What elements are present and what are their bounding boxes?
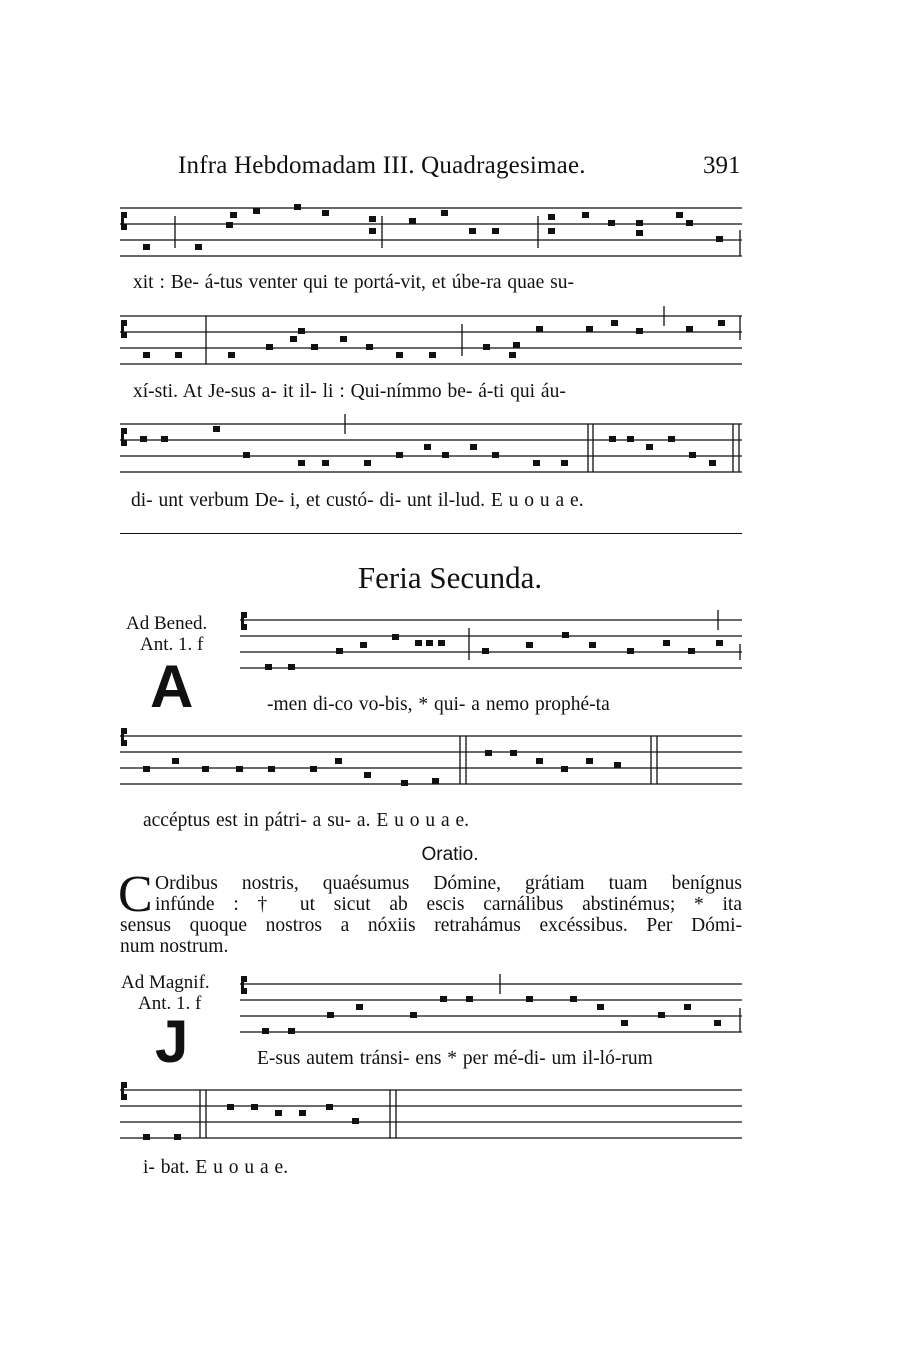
benedictus-label: Ad Bened. [126,613,208,634]
benedictus-initial: A [150,653,194,720]
magnificat-label: Ad Magnif. [121,972,210,993]
staff-6 [240,974,742,1032]
prayer-line: infúnde : † ut sicut ab escis carnálibus abstinémus; * ita [155,894,742,915]
oratio-heading: Oratio. [421,844,479,865]
staff-3 [120,414,742,472]
magnificat-initial: J [155,1008,189,1075]
benedictus-lyric-line-2: accéptus est in pátri- a su- a. E u o u a e. [143,810,470,831]
benedictus-mode: Ant. 1. f [140,634,204,655]
section-title: Feria Secunda. [357,560,543,595]
running-header: Infra Hebdomadam III. Quadragesimae. [178,152,586,179]
staff-5 [120,736,742,784]
chant-lyric-line-3: di- unt verbum De- i, et custó- di- unt il-lud. E u o u a e. [131,490,584,511]
staff-4 [240,610,742,668]
prayer-line: num nostrum. [120,936,229,957]
magnificat-lyric-line-1: E-sus autem tránsi- ens * per mé-di- um il-ló-rum [257,1048,653,1069]
chant-lyric-line-2: xí-sti. At Je-sus a- it il- li : Qui-nímmo be- á-ti qui áu- [133,381,566,402]
staff-1 [120,208,742,256]
prayer-text [120,873,742,957]
prayer-line: sensus quoque nostros a nóxiis retrahámus excéssibus. Per Dómi- [120,915,742,936]
benedictus-lyric-line-1: -men di-co vo-bis, * qui- a nemo prophé-ta [267,694,610,715]
magnificat-mode: Ant. 1. f [138,993,202,1014]
chant-lyric-line-1: xit : Be- á-tus venter qui te portá-vit, et úbe-ra quae su- [133,272,574,293]
section-divider [120,533,742,534]
prayer-line: Ordibus nostris, quaésumus Dómine, grátiam tuam benígnus [155,873,742,894]
prayer-initial: C [118,866,153,923]
page-number: 391 [703,152,741,179]
staff-7 [120,1090,742,1138]
magnificat-lyric-line-2: i- bat. E u o u a e. [143,1157,289,1178]
